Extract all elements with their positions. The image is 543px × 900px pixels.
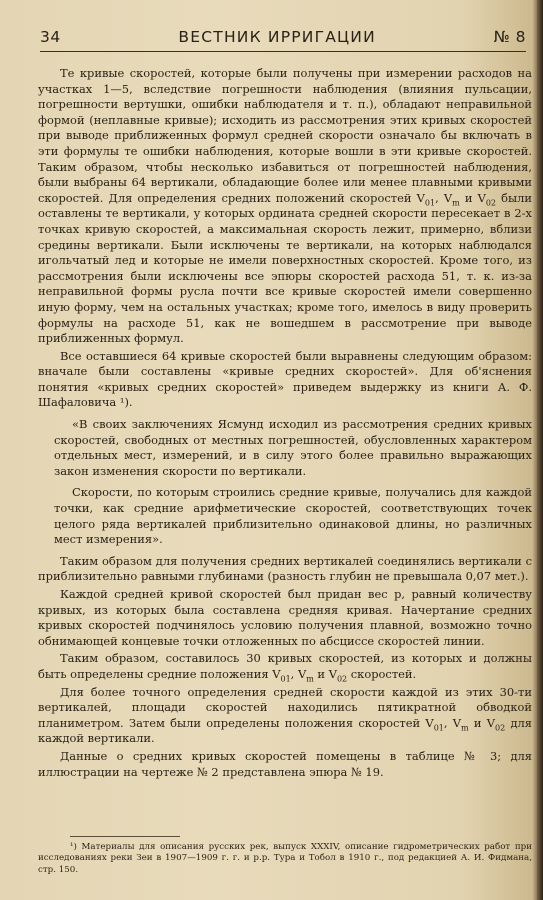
paragraph-table-reference: Данные о средних кривых скоростей помещены в таблице № 3; для иллюстрации на чертеже № 2 представлена эпюра № 19. <box>38 748 532 779</box>
paragraph-smoothing-method: Все оставшиеся 64 кривые скоростей были выравнены следующим образом: вначале были составлены «кривые средних скоростей». Для об'яснения понятия «кривых средних скоростей» приведем выдержку из книги А. Ф. Шафаловича ¹). <box>38 348 532 410</box>
page-number: 34 <box>40 28 61 46</box>
journal-title: ВЕСТНИК ИРРИГАЦИИ <box>178 28 376 46</box>
paragraph-average-verticals: Таким образом для получения средних вертикалей соединялись вертикали с приблизительно равными глубинами (разность глубин не превышала 0,07 мет.). <box>38 553 532 584</box>
header-rule <box>40 51 526 52</box>
article-body <box>38 66 532 780</box>
paragraph-excluded-curves: Те кривые скоростей, которые были получены при измерении расходов на участках 1—5, вследствие погрешности наблюдения (влияния пульсации, погрешности вертушки, ошибки наблюдателя и т. п.), обладают неправильной формой (неплавные кривые); исходить из рассмотрения этих кривых скоростей при выводе приближенных формул средней скорости означало бы включать в эти формулы те ошибки наблюдения, которые вошли в эти кривые скоростей. Таким образом, чтобы несколько избавиться от погрешностей наблюдения, были выбраны 64 вертикали, обладающие более или менее плавными кривыми скоростей. Для определения средних положений скоростей $V_{01}$, $V_m$ и $V_{02}$ были оставлены те вертикали, у которых ордината средней скорости пересекает в 2-х точках кривую скоростей, а максимальная скорость лежит, примерно, вблизи средины вертикали. Были исключены те вертикали, на которых наблюдался игольчатый лед и которые не имели поверхностных скоростей. Кроме того, из рассмотрения были исключены все эпюры скоростей расхода 51, т. к. из-за неправильной формы русла почти все кривые скоростей имели совершенно иную форму, чем на остальных участках; кроме того, имелось в виду проверить формулы на расходе 51, как не вошедшем в рассмотрение при выводе приближенных формул. <box>38 66 533 346</box>
footnote <box>38 842 532 876</box>
paragraph-thirty-curves: Таким образом, составилось 30 кривых скоростей, из которых и должны быть определены средние положения $V_{01}$, $V_m$ и $V_{02}$ скоростей. <box>38 651 532 684</box>
footnote-text: ¹) Материалы для описания русских рек, выпуск XXXIV, описание гидрометрических работ при исследованиях реки Зеи в 1907—1909 г. г. и р.р. Тура и Тобол в 1910 г., под редакцией А. И. Фидмана, стр. 150. <box>38 842 532 875</box>
page-edge-shadow <box>537 0 543 900</box>
quote-jasmund: «В своих заключениях Ясмунд исходил из рассмотрения средних кривых скоростей, свободных от местных погрешностей, обусловленных характером отдельных мест, измерений, и в силу этого более правильно выражающих закон изменения скорости по вертикали. <box>54 417 532 478</box>
issue-number: № 8 <box>493 28 526 46</box>
quote-average-curves: Скорости, по которым строились средние кривые, получались для каждой точки, как средние арифметические скоростей, соответствующих точек целого ряда вертикалей приблизительно одинаковой длины, но различных мест измерения». <box>54 485 532 547</box>
paragraph-planimeter: Для более точного определения средней скорости каждой из этих 30-ти вертикалей, площади скоростей находились пятикратной обводкой планиметром. Затем были определены положения скоростей $V_{01}$, $V_m$ и $V_{02}$ для каждой вертикали. <box>38 684 533 746</box>
footnote-rule <box>70 836 180 837</box>
paragraph-curve-weight: Каждой средней кривой скоростей был придан вес p, равный количеству кривых, из которых была составлена средняя кривая. Начертание средних кривых скоростей подчинялось условию получения плавной, возможно точно обнимающей концевые точки отложенных по абсциссе скоростей линии. <box>38 587 532 648</box>
page-header <box>40 28 526 46</box>
